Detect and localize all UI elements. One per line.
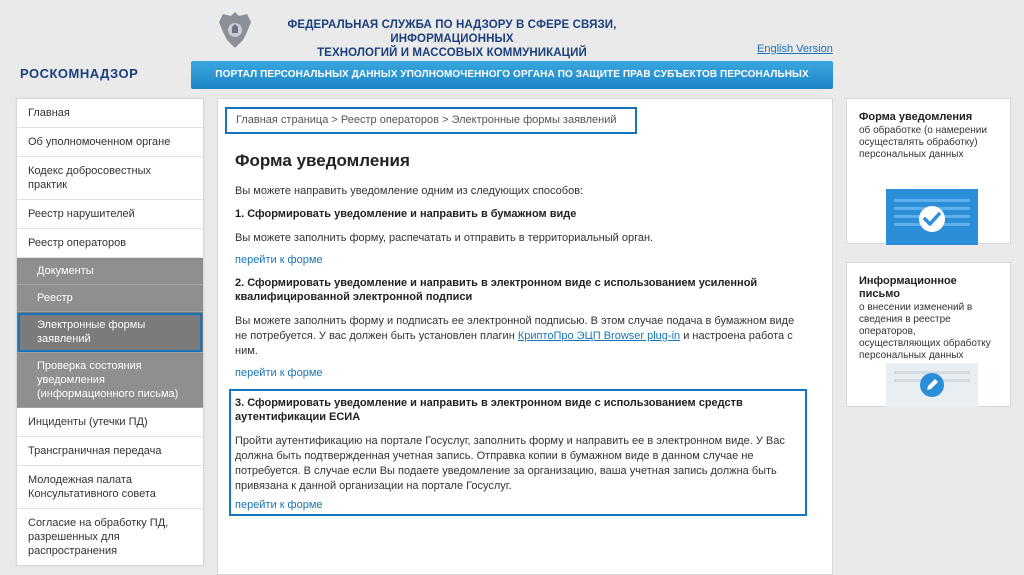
card-description: о внесении изменений в сведения в реестре операторов, осуществляющих обработку персональных данных xyxy=(859,302,991,361)
page-title: Форма уведомления xyxy=(235,151,410,170)
form-link-electronic-signature[interactable]: перейти к форме xyxy=(235,367,323,379)
emblem-icon xyxy=(217,10,253,50)
card-description: об обработке (о намерении осуществлять обработку) персональных данных xyxy=(859,125,987,160)
sidebar-subitem-documents[interactable]: Документы xyxy=(17,258,203,285)
sidebar-item-transborder[interactable]: Трансграничная передача xyxy=(17,437,203,466)
sidebar-item-youth-chamber[interactable]: Молодежная палата Консультативного совета xyxy=(17,466,203,509)
method-text: Вы можете заполнить форму, распечатать и отправить в территориальный орган. xyxy=(235,232,654,244)
breadcrumb xyxy=(225,107,637,134)
breadcrumb-operators-registry[interactable]: Реестр операторов xyxy=(340,114,440,126)
sidebar-item-incidents[interactable]: Инциденты (утечки ПД) xyxy=(17,408,203,437)
portal-banner: ПОРТАЛ ПЕРСОНАЛЬНЫХ ДАННЫХ УПОЛНОМОЧЕННОГО ОРГАНА ПО ЗАЩИТЕ ПРАВ СУБЪЕКТОВ ПЕРСОНАЛЬНЫХ xyxy=(191,61,833,89)
method-title: 3. Сформировать уведомление и направить в электронном виде с использованием средств аутентификации ЕСИА xyxy=(235,397,743,423)
main-content xyxy=(217,98,833,575)
english-version-link[interactable]: English Version xyxy=(757,43,833,55)
method-title: 1. Сформировать уведомление и направить в бумажном виде xyxy=(235,208,577,220)
method-paper xyxy=(235,207,805,266)
pencil-icon xyxy=(886,363,978,407)
sidebar-subitem-electronic-forms[interactable]: Электронные формы заявлений xyxy=(17,312,203,353)
sidebar-item-operators-registry[interactable]: Реестр операторов xyxy=(17,229,203,258)
sidebar-item-violators[interactable]: Реестр нарушителей xyxy=(17,200,203,229)
breadcrumb-current: Электронные формы заявлений xyxy=(451,114,617,126)
breadcrumb-separator: > xyxy=(331,114,338,126)
breadcrumb-separator: > xyxy=(442,114,449,126)
sidebar-nav xyxy=(16,98,204,566)
breadcrumb-home[interactable]: Главная страница xyxy=(236,114,329,126)
form-link-paper[interactable]: перейти к форме xyxy=(235,254,323,266)
method-text: Пройти аутентификацию на портале Госуслуг, заполнить форму и направить ее в электронном виде. У Вас должна быть подтвержденная учетная запись. Отправка копии в бумажном виде в данном случае не потребуется. В случае если Вы подаете уведомление за организацию, ваша учетная запись должна быть привязана к данной организации на портале Госуслуг. xyxy=(235,435,785,492)
method-esia xyxy=(229,389,807,516)
method-electronic-signature xyxy=(235,276,805,379)
sidebar-subitem-registry[interactable]: Реестр xyxy=(17,285,203,312)
card-title: Форма уведомления xyxy=(859,111,973,123)
card-title: Информационное письмо xyxy=(859,275,957,300)
sidebar-item-code[interactable]: Кодекс добросовестных практик xyxy=(17,157,203,200)
method-text: Вы можете заполнить форму и подписать ее электронной подписью. В этом случае подача в бумажном виде не потребуется. У вас должен быть установлен плагин КриптоПро ЭЦП Browser plug-in и настроена работа с ним. xyxy=(235,315,795,357)
form-link-esia[interactable]: перейти к форме xyxy=(235,499,323,511)
card-info-letter[interactable] xyxy=(846,262,1011,407)
sidebar-subitem-status-check[interactable]: Проверка состояния уведомления (информационного письма) xyxy=(17,353,203,408)
logo[interactable]: РОСКОМНАДЗОР xyxy=(20,66,139,81)
agency-title: ФЕДЕРАЛЬНАЯ СЛУЖБА ПО НАДЗОРУ В СФЕРЕ СВЯЗИ, ИНФОРМАЦИОННЫХ ТЕХНОЛОГИЙ И МАССОВЫХ КОММУНИКАЦИЙ xyxy=(287,19,617,59)
card-notification-form[interactable] xyxy=(846,98,1011,244)
method-title: 2. Сформировать уведомление и направить в электронном виде с использованием усиленной квалифицированной электронной подписи xyxy=(235,277,758,303)
sidebar-item-about[interactable]: Об уполномоченном органе xyxy=(17,128,203,157)
cryptopro-plugin-link[interactable]: КриптоПро ЭЦП Browser plug-in xyxy=(517,330,681,342)
sidebar-item-consent[interactable]: Согласие на обработку ПД, разрешенных для распространения xyxy=(28,517,169,557)
intro-text: Вы можете направить уведомление одним из следующих способов: xyxy=(235,185,584,197)
sidebar-item-home[interactable]: Главная xyxy=(17,99,203,128)
checkmark-icon xyxy=(886,189,978,245)
